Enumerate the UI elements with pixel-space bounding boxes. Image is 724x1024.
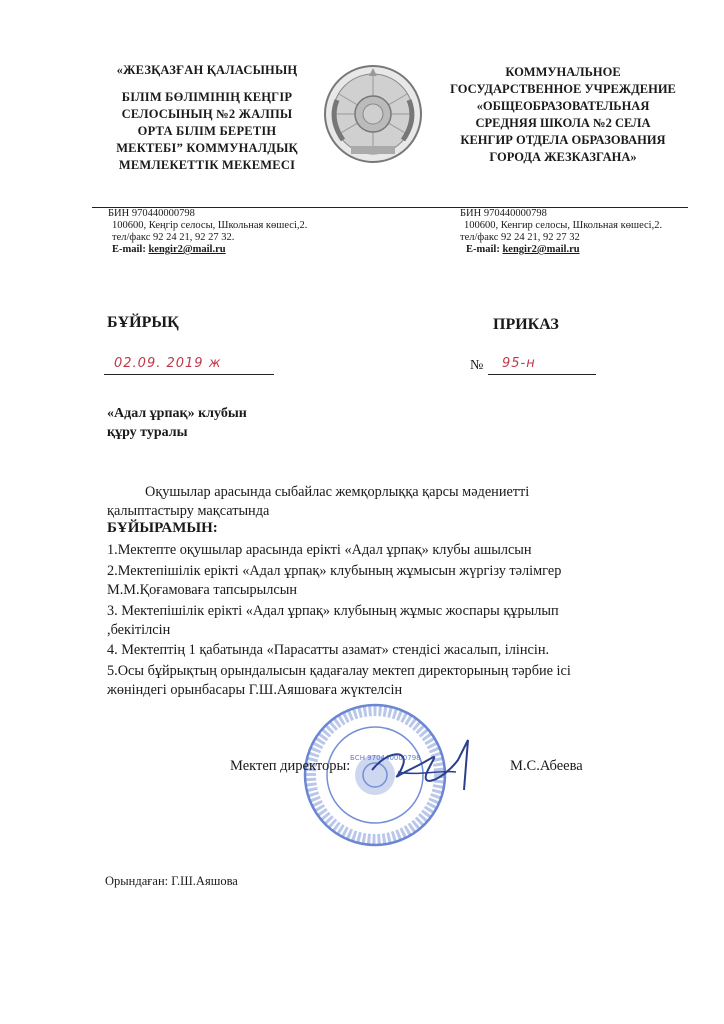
- contacts-right: [460, 208, 662, 256]
- header-left-line: СЕЛОСЫНЫҢ №2 ЖАЛПЫ: [121, 107, 293, 121]
- order-item: ,бекітілсін: [107, 622, 171, 638]
- header-right-line: КОММУНАЛЬНОЕ: [505, 65, 621, 79]
- order-item: М.М.Қоғамоваға тапсырылсын: [107, 582, 298, 598]
- order-item: 2.Мектепішілік ерікті «Адал ұрпақ» клубының жұмысын жүргізу тәлімгер: [107, 563, 562, 579]
- contact-bin: БИН 970440000798: [460, 208, 547, 219]
- order-item: 1.Мектепте оқушылар арасында ерікті «Адал ұрпақ» клубы ашылсын: [107, 542, 532, 558]
- header-right-line: ГОСУДАРСТВЕННОЕ УЧРЕЖДЕНИЕ: [450, 82, 676, 96]
- email-link[interactable]: kengir2@mail.ru: [148, 244, 226, 255]
- email-label: E-mail:: [466, 244, 500, 255]
- state-emblem-icon: [321, 60, 425, 168]
- header-left-line: ОРТА БІЛІМ БЕРЕТІН: [137, 124, 277, 138]
- number-handwritten: 95-н: [502, 356, 536, 371]
- order-item: 4. Мектептің 1 қабатында «Парасатты азамат» стендісі жасалып, ілінсін.: [107, 642, 550, 658]
- header-left-org-name: [92, 62, 322, 174]
- order-word: БҰЙЫРАМЫН:: [107, 520, 218, 536]
- order-subject: [107, 404, 247, 442]
- stamp-bin: БСН 970440000798: [350, 754, 421, 762]
- contact-email-row: [460, 244, 662, 256]
- contact-address: 100600, Кеңгір селосы, Школьная көшесі,2.: [112, 220, 308, 231]
- signatory-name: М.С.Абеева: [510, 758, 583, 774]
- header-right-line: КЕНГИР ОТДЕЛА ОБРАЗОВАНИЯ: [460, 133, 666, 147]
- header-right-line: ГОРОДА ЖЕЗКАЗГАНА»: [489, 150, 637, 164]
- header-right-org-name: [432, 64, 694, 166]
- contact-address: 100600, Кенгир селосы, Школьная көшесі,2.: [464, 220, 663, 231]
- header-left-line: МЕКТЕБІ” КОММУНАЛДЫҚ: [116, 141, 298, 155]
- intro-line-2: қалыптастыру мақсатында: [107, 503, 270, 519]
- email-link[interactable]: kengir2@mail.ru: [502, 244, 580, 255]
- title-kz: БҰЙРЫҚ: [107, 314, 179, 331]
- contact-phone: тел/факс 92 24 21, 92 27 32: [460, 232, 580, 243]
- contacts-left: [108, 208, 307, 256]
- header-right-line: СРЕДНЯЯ ШКОЛА №2 СЕЛА: [475, 116, 651, 130]
- order-item: 5.Осы бұйрықтың орындалысын қадағалау мектеп директорының тәрбие ісі: [107, 663, 571, 679]
- number-field: [488, 356, 596, 375]
- title-ru: ПРИКАЗ: [493, 316, 559, 333]
- header-left-line: «ЖЕЗҚАЗҒАН ҚАЛАСЫНЫҢ: [116, 63, 298, 77]
- header-right-line: «ОБЩЕОБРАЗОВАТЕЛЬНАЯ: [476, 99, 650, 113]
- header-left-line: БІЛІМ БӨЛІМІНІҢ КЕҢГІР: [121, 90, 293, 104]
- number-prefix: №: [470, 358, 484, 373]
- contact-bin: БИН 970440000798: [108, 208, 195, 219]
- subject-line: «Адал ұрпақ» клубын: [107, 406, 247, 421]
- executor: Орындаған: Г.Ш.Аяшова: [105, 874, 238, 888]
- subject-line: құру туралы: [107, 425, 188, 440]
- director-signature: [368, 720, 488, 800]
- contact-email-row: [108, 244, 307, 256]
- date-handwritten: 02.09. 2019 ж: [114, 356, 222, 371]
- intro-line-1: Оқушылар арасында сыбайлас жемқорлыққа қарсы мәдениетті: [145, 484, 530, 500]
- date-field: [104, 356, 274, 375]
- contact-phone: тел/факс 92 24 21, 92 27 32.: [112, 232, 235, 243]
- header-left-line: МЕМЛЕКЕТТІК МЕКЕМЕСІ: [118, 158, 296, 172]
- order-item: 3. Мектепішілік ерікті «Адал ұрпақ» клубының жұмыс жоспары құрылып: [107, 603, 559, 619]
- order-item: жөніндегі орынбасары Г.Ш.Аяшоваға жүктелсін: [107, 682, 403, 698]
- signatory-label: Мектеп директоры:: [230, 758, 351, 774]
- email-label: E-mail:: [112, 244, 146, 255]
